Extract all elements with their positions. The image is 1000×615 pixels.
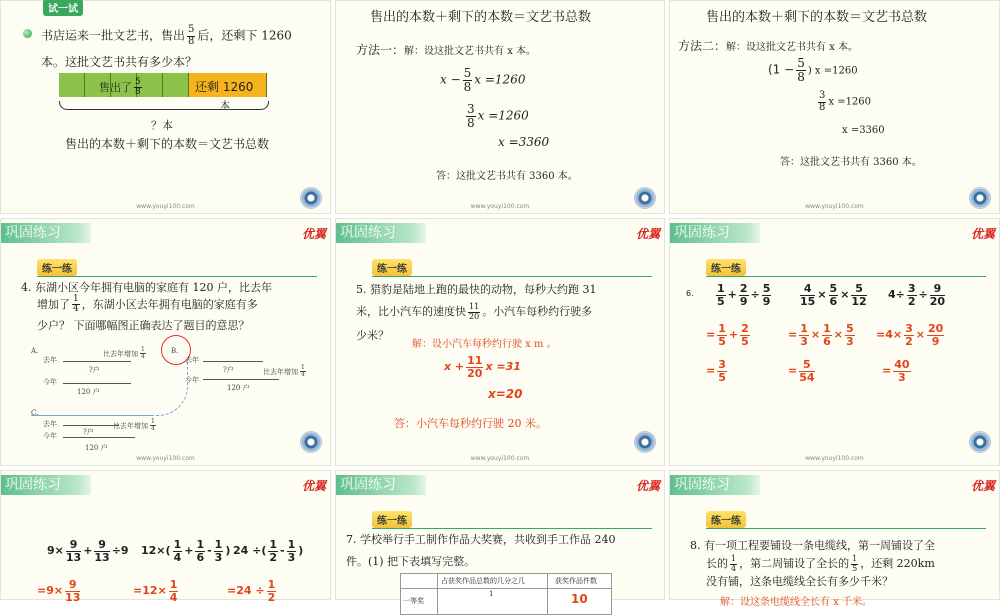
problem-line-3: 没有铺，这条电缆线全长有多少千米？	[706, 575, 893, 588]
step-1: =9× $\frac{9}{13}$	[37, 578, 81, 604]
problem-line-1: 8. 有一项工程要铺设一条电缆线，第一周铺设了全	[690, 539, 935, 552]
slide-6	[669, 218, 1000, 466]
equation-3: x =3360	[498, 135, 550, 149]
problem-line-2: 件。(1) 把下表填写完整。	[346, 555, 476, 568]
relation-text: 售出的本数＋剩下的本数＝文艺书总数	[65, 137, 270, 151]
solution-setup: 解：设小汽车每秒约行驶 x m 。	[412, 339, 557, 350]
practice-tag: 练一练	[37, 259, 77, 276]
footer-url: www.youyi100.com	[470, 203, 530, 210]
problem-line-3: 少米？	[356, 329, 389, 342]
slide-1	[0, 0, 331, 214]
expr-2: $\frac{4}{15}$ × $\frac{5}{6}$ × $\frac{5}{12}$	[800, 282, 867, 308]
method-line: 方法二：解：设这批文艺书共有 x 本。	[678, 39, 859, 53]
problem-line-1: 5. 猎豹是陆地上跑的最快的动物，每秒大约跑 31	[356, 283, 597, 296]
option-b: B.	[171, 347, 179, 355]
fraction: $\frac{5}{8}$	[188, 24, 195, 47]
problem-number: 6.	[686, 289, 694, 298]
solution-eq-2: x=20	[488, 387, 523, 401]
solution-eq-1: x + $\frac{11}{20}$ x =31	[444, 354, 521, 380]
brand-logo: 优翼	[970, 227, 995, 241]
option-a: A.	[31, 347, 39, 355]
slide-8	[335, 470, 665, 606]
table-row-1-fraction: 1	[489, 590, 494, 598]
step-3-1: =4× $\frac{3}{2}$ × $\frac{20}{9}$	[876, 322, 944, 348]
relation-text: 售出的本数＋剩下的本数＝文艺书总数	[370, 10, 592, 25]
option-c: C.	[31, 409, 39, 417]
table-col-1: 占获奖作品总数的几分之几	[441, 577, 525, 585]
step-3: =24 ÷ $\frac{1}{2}$	[227, 578, 276, 604]
slide-2	[335, 0, 665, 214]
slide-disc-icon	[300, 431, 322, 453]
brand-logo: 优翼	[301, 479, 326, 493]
equation-3: x =3360	[842, 125, 885, 136]
remain-label: 还剩 1260	[195, 80, 254, 94]
relation-text: 售出的本数＋剩下的本数＝文艺书总数	[706, 10, 928, 25]
slide-disc-icon	[634, 431, 656, 453]
footer-url: www.youyi100.com	[805, 455, 864, 462]
slide-disc-icon	[969, 431, 991, 453]
problem-line-1: 书店运来一批文艺书，售出 $\frac{5}{8}$ 后，还剩下 1260	[41, 24, 292, 47]
table-col-2: 获奖作品件数	[555, 577, 597, 585]
footer-url: www.youyi100.com	[136, 203, 195, 210]
slide-4: 巩固练习 优翼 练一练 4. 东湖小区今年拥有电脑的家庭有 120 户，比去年 增加了 $\frac{1}{4}$ ，东湖小区去年拥有电脑的家庭有多 少户？ 下面哪幅图正确表达了题目的意思？ A. 去年 比去年增加 $\frac{1}{4}$ ?户 今年 120 户 B. 去年 今年 比去年增加 $\frac{1}{4}$ ?户 120 户 C. 去年 比去年增加 $\frac{1}{4}$ ?户 今年 120 户 www.youyi100.com	[0, 218, 331, 466]
slide-9	[669, 470, 1000, 608]
equation-1: x − $\frac{5}{8}$ x =1260	[440, 66, 526, 94]
try-tag: 试一试	[43, 0, 83, 16]
section-banner: 巩固练习	[336, 223, 426, 243]
answer-text: 答：这批文艺书共有 3360 本。	[436, 171, 578, 182]
step-2-1: = $\frac{1}{3}$ × $\frac{1}{6}$ × $\frac{5}{3}$	[788, 322, 854, 348]
expr-1: 9× $\frac{9}{13}$ + $\frac{9}{13}$ ÷9	[47, 538, 129, 564]
problem-line-2: 增加了 $\frac{1}{4}$ ，东湖小区去年拥有电脑的家庭有多	[37, 294, 258, 315]
footer-url: www.youyi100.com	[470, 455, 530, 462]
step-3-2: = $\frac{40}{3}$	[882, 358, 910, 384]
equation-1: (1 − $\frac{5}{8}$ ) x =1260	[768, 56, 858, 84]
brand-logo: 优翼	[635, 227, 660, 241]
problem-line-2: 长的 $\frac{1}{4}$ ，第二周铺设了全长的 $\frac{1}{5}$ ，还剩 220km	[706, 554, 935, 573]
brand-logo: 优翼	[635, 479, 660, 493]
practice-tag: 练一练	[706, 259, 746, 276]
total-label: ？本	[151, 119, 173, 132]
slide-3	[669, 0, 1000, 214]
problem-line-3: 少户？ 下面哪幅图正确表达了题目的意思？	[37, 319, 250, 332]
problem-line-1: 4. 东湖小区今年拥有电脑的家庭有 120 户，比去年	[21, 281, 272, 294]
solution-setup-partial: 解：设这条电缆线全长有 x 千米。	[720, 597, 872, 608]
section-banner: 巩固练习	[1, 223, 91, 243]
expr-1: $\frac{1}{5}$ + $\frac{2}{9}$ ÷ $\frac{5}{9}$	[717, 282, 771, 308]
footer-url: www.youyi100.com	[805, 203, 864, 210]
table-row-1-value: 10	[571, 592, 588, 606]
equation-2: $\frac{3}{8}$ x =1260	[819, 90, 872, 113]
problem-line-2: 米，比小汽车的速度快 $\frac{11}{20}$ 。小汽车每秒约行驶多	[356, 302, 593, 321]
equation-2: $\frac{3}{8}$ x =1260	[467, 102, 529, 130]
expr-3: 24 ÷( $\frac{1}{2}$ - $\frac{1}{3}$ )	[233, 538, 304, 564]
section-banner: 巩固练习	[1, 475, 91, 495]
section-banner: 巩固练习	[336, 475, 426, 495]
brand-logo: 优翼	[970, 479, 995, 493]
step-1-2: = $\frac{3}{5}$	[706, 358, 726, 384]
expr-3: 4÷ $\frac{3}{2}$ ÷ $\frac{9}{20}$	[888, 282, 946, 308]
step-2: =12× $\frac{1}{4}$	[133, 578, 178, 604]
step-1-1: = $\frac{1}{5}$ + $\frac{2}{5}$	[706, 322, 749, 348]
expr-2: 12×( $\frac{1}{4}$ + $\frac{1}{6}$ - $\frac{1}{3}$ )	[141, 538, 231, 564]
section-banner: 巩固练习	[670, 223, 760, 243]
table-row-1-label: 一等奖	[403, 597, 424, 605]
footer-url: www.youyi100.com	[136, 455, 195, 462]
total-brace	[59, 101, 269, 110]
step-2-2: = $\frac{5}{54}$	[788, 358, 815, 384]
answer-text: 答：小汽车每秒约行驶 20 米。	[394, 417, 547, 430]
practice-tag: 练一练	[372, 511, 412, 528]
practice-tag: 练一练	[372, 259, 412, 276]
problem-line-1: 7. 学校举行手工制作作品大奖赛，共收到手工作品 240	[346, 533, 616, 546]
slide-5	[335, 218, 665, 466]
answer-text: 答：这批文艺书共有 3360 本。	[780, 157, 922, 168]
problem-line-2: 本。这批文艺书共有多少本？	[41, 55, 198, 69]
practice-tag: 练一练	[706, 511, 746, 528]
method-line: 方法一：解：设这批文艺书共有 x 本。	[356, 43, 537, 57]
divider-curve	[151, 359, 188, 416]
section-banner: 巩固练习	[670, 475, 760, 495]
award-table	[400, 573, 612, 615]
bar-diagram	[59, 73, 267, 97]
slide-7	[0, 470, 331, 604]
sold-label: 售出了 $\frac{5}{8}$	[99, 77, 141, 98]
remain-unit: 本	[220, 101, 230, 112]
bullet-icon	[23, 29, 32, 38]
brand-logo: 优翼	[301, 227, 326, 241]
